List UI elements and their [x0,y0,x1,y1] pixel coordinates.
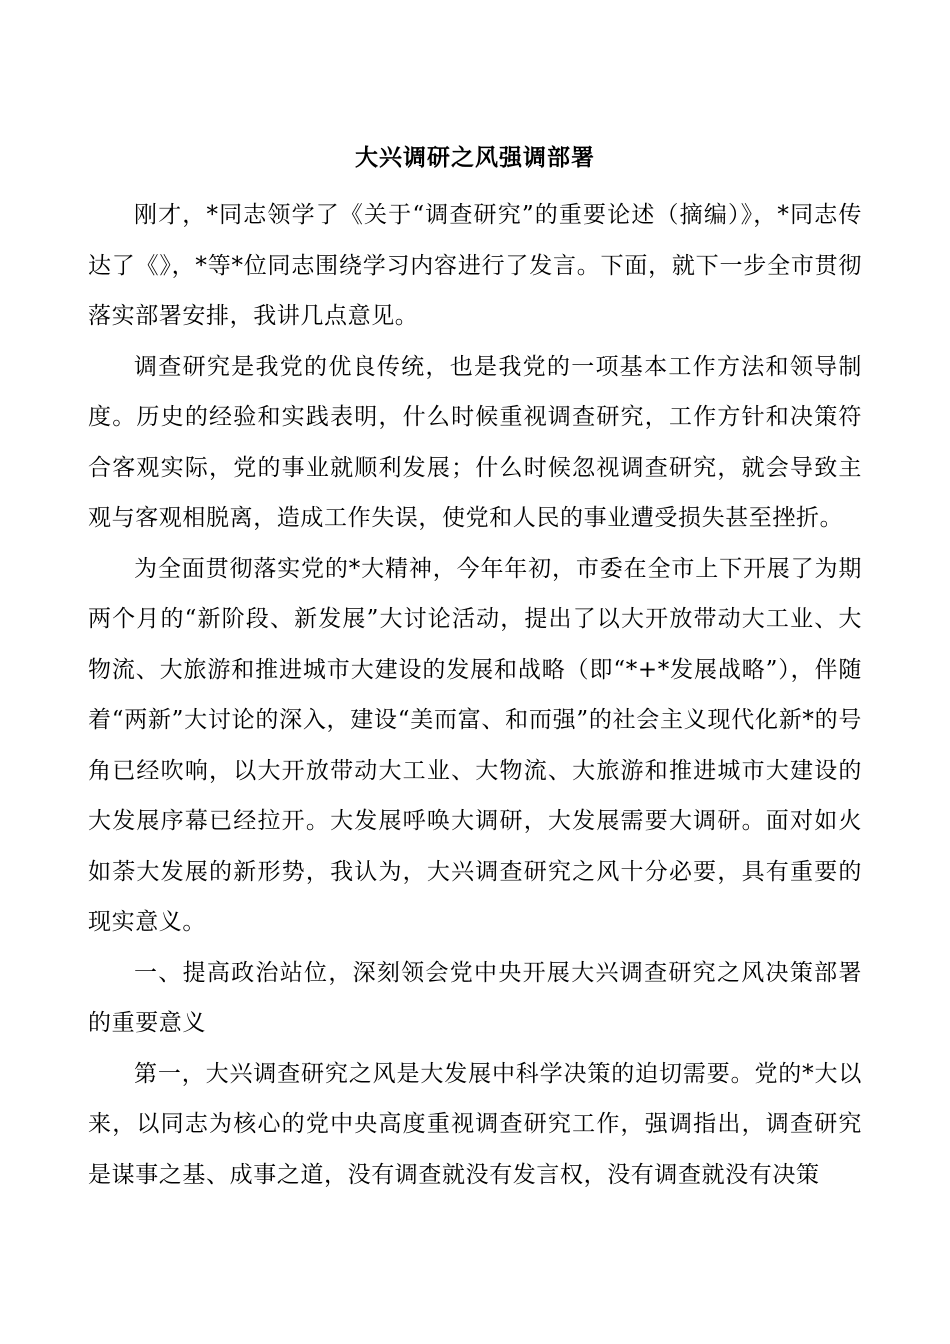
paragraph-opening: 刚才，*同志领学了《关于“调查研究”的重要论述（摘编）》，*同志传达了《》，*等*位同志围绕学习内容进行了发言。下面，就下一步全市贯彻落实部署安排，我讲几点意见。 [88,202,862,329]
document-body [88,190,862,1200]
section-heading-1: 一、提高政治站位，深刻领会党中央开展大兴调查研究之风决策部署的重要意义 [88,959,862,1036]
document-title: 大兴调研之风强调部署 [355,144,595,171]
paragraph-tradition: 调查研究是我党的优良传统，也是我党的一项基本工作方法和领导制度。历史的经验和实践表明，什么时候重视调查研究，工作方针和决策符合客观实际，党的事业就顺利发展；什么时候忽视调查研究，就会导致主观与客观相脱离，造成工作失误，使党和人民的事业遭受损失甚至挫折。 [88,353,862,531]
paragraph-background: 为全面贯彻落实党的*大精神，今年年初，市委在全市上下开展了为期两个月的“新阶段、新发展”大讨论活动，提出了以大开放带动大工业、大物流、大旅游和推进城市大建设的发展和战略（即“*+*发展战略”），伴随着“两新”大讨论的深入，建设“美而富、和而强”的社会主义现代化新*的号角已经吹响，以大开放带动大工业、大物流、大旅游和推进城市大建设的大发展序幕已经拉开。大发展呼唤大调研，大发展需要大调研。面对如火如荼大发展的新形势，我认为，大兴调查研究之风十分必要，具有重要的现实意义。 [88,555,862,935]
paragraph-first-point: 第一，大兴调查研究之风是大发展中科学决策的迫切需要。党的*大以来，以同志为核心的党中央高度重视调查研究工作，强调指出，调查研究是谋事之基、成事之道，没有调查就没有发言权，没有调查就没有决策 [88,1060,862,1188]
